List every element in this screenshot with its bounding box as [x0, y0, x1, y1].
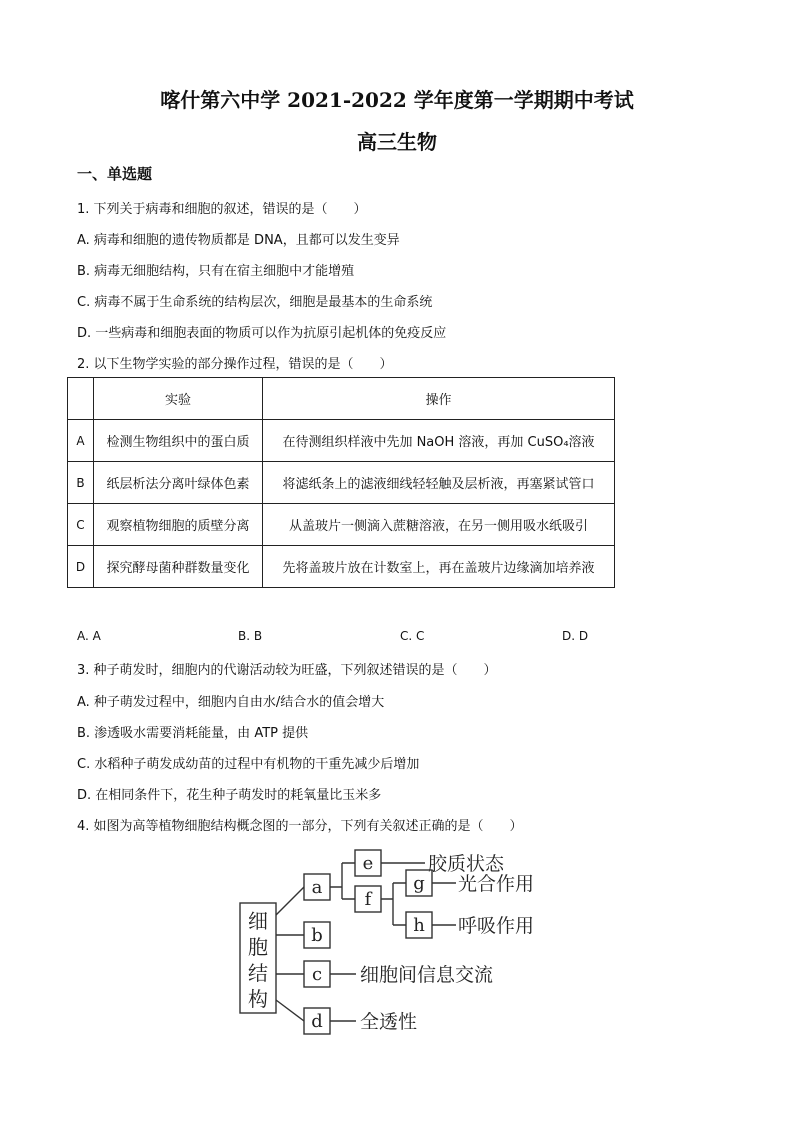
box-d-label: d: [311, 1011, 323, 1032]
page-subtitle: 高三生物: [357, 130, 437, 154]
row-operation: 将滤纸条上的滤液细线轻轻触及层析液，再塞紧试管口: [263, 462, 615, 504]
section-heading: 一、单选题: [77, 165, 153, 183]
q3-option-a: A. 种子萌发过程中，细胞内自由水/结合水的值会增大: [77, 695, 385, 710]
table-row: [68, 546, 615, 588]
connector-a-ef: [330, 863, 355, 899]
table-header-experiment: 实验: [94, 378, 263, 420]
row-experiment: 检测生物组织中的蛋白质: [94, 420, 263, 462]
root-char-4: 构: [248, 987, 268, 1011]
table-header-key: [68, 378, 94, 420]
root-char-1: 细: [248, 909, 268, 933]
row-experiment: 纸层析法分离叶绿体色素: [94, 462, 263, 504]
connector-root-a: [276, 887, 304, 915]
d-description: 全透性: [360, 1011, 418, 1033]
row-operation: 从盖玻片一侧滴入蔗糖溶液，在另一侧用吸水纸吸引: [263, 504, 615, 546]
table-row: [68, 420, 615, 462]
box-b-label: b: [311, 925, 323, 946]
box-g-label: g: [413, 873, 425, 894]
h-description: 呼吸作用: [458, 915, 535, 937]
cell-structure-diagram: [230, 840, 570, 1040]
row-operation: 先将盖玻片放在计数室上，再在盖玻片边缘滴加培养液: [263, 546, 615, 588]
q3-option-c: C. 水稻种子萌发成幼苗的过程中有机物的干重先减少后增加: [77, 757, 420, 772]
row-key: A: [68, 420, 94, 462]
row-experiment: 观察植物细胞的质壁分离: [94, 504, 263, 546]
q2-option-a: A. A: [77, 629, 101, 643]
q1-stem: 1. 下列关于病毒和细胞的叙述，错误的是（ ）: [77, 202, 367, 217]
q2-table: [67, 377, 615, 588]
q2-option-d: D. D: [562, 629, 589, 643]
row-key: C: [68, 504, 94, 546]
connector-f-gh: [381, 883, 406, 925]
q3-stem: 3. 种子萌发时，细胞内的代谢活动较为旺盛，下列叙述错误的是（ ）: [77, 663, 497, 678]
table-row: [68, 462, 615, 504]
c-description: 细胞间信息交流: [360, 964, 494, 986]
g-description: 光合作用: [458, 873, 535, 895]
box-c-label: c: [311, 964, 323, 985]
table-header-operation: 操作: [263, 378, 615, 420]
q1-option-c: C. 病毒不属于生命系统的结构层次，细胞是最基本的生命系统: [77, 295, 433, 310]
table-header-row: [68, 378, 615, 420]
e-description: 胶质状态: [428, 853, 505, 875]
row-key: D: [68, 546, 94, 588]
box-h-label: h: [413, 915, 425, 936]
q4-stem: 4. 如图为高等植物细胞结构概念图的一部分，下列有关叙述正确的是（ ）: [77, 819, 523, 834]
q3-option-b: B. 渗透吸水需要消耗能量，由 ATP 提供: [77, 726, 309, 741]
row-key: B: [68, 462, 94, 504]
q3-option-d: D. 在相同条件下，花生种子萌发时的耗氧量比玉米多: [77, 788, 382, 803]
table-row: [68, 504, 615, 546]
root-char-3: 结: [248, 961, 268, 985]
box-f-label: f: [364, 889, 372, 910]
q2-option-c: C. C: [400, 629, 425, 643]
row-experiment: 探究酵母菌种群数量变化: [94, 546, 263, 588]
q1-option-a: A. 病毒和细胞的遗传物质都是 DNA，且都可以发生变异: [77, 233, 400, 248]
q2-stem: 2. 以下生物学实验的部分操作过程，错误的是（ ）: [77, 357, 393, 372]
q1-option-d: D. 一些病毒和细胞表面的物质可以作为抗原引起机体的免疫反应: [77, 326, 447, 341]
connector-root-d: [276, 1000, 304, 1021]
q2-option-b: B. B: [238, 629, 263, 643]
box-e-label: e: [362, 853, 374, 874]
q1-option-b: B. 病毒无细胞结构，只有在宿主细胞中才能增殖: [77, 264, 355, 279]
box-a-label: a: [311, 877, 323, 898]
root-char-2: 胞: [248, 935, 268, 959]
row-operation: 在待测组织样液中先加 NaOH 溶液，再加 CuSO₄溶液: [263, 420, 615, 462]
page-title: 喀什第六中学 2021-2022 学年度第一学期期中考试: [160, 88, 634, 112]
